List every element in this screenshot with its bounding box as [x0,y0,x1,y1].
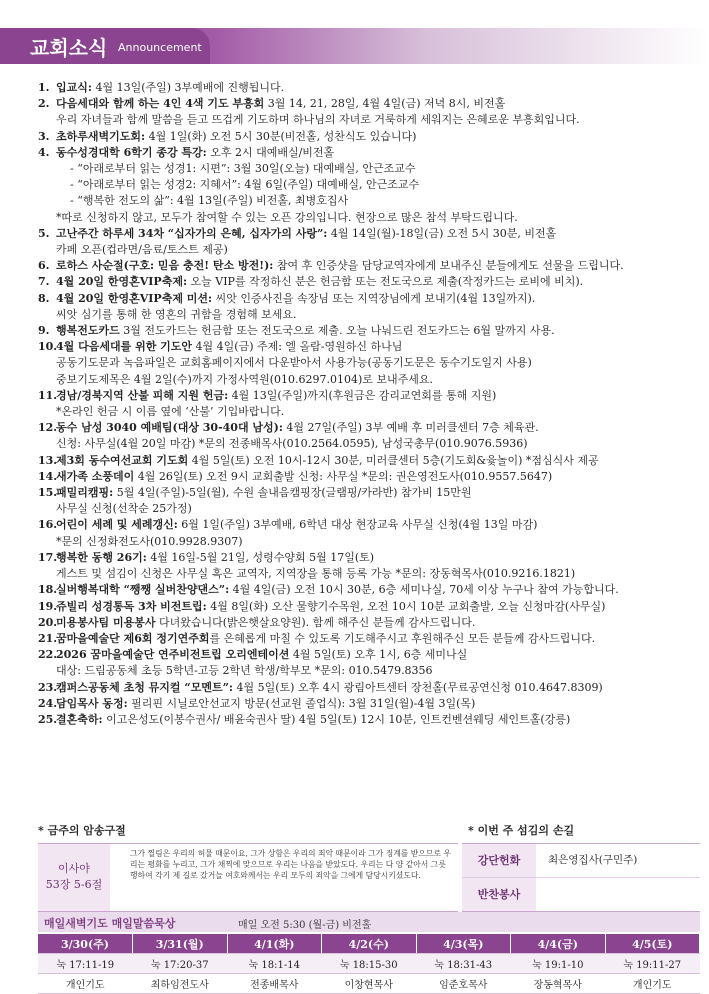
staff-role-sidedish: 반찬봉사 [462,878,536,911]
schedule-day: 3/30(주) [38,934,133,954]
announcement-detail: *문의 신정화전도사(010.9928.9307) [56,534,243,548]
announcement-item [38,96,698,112]
page-subtitle: Announcement [118,41,202,54]
announcement-item [38,631,698,647]
schedule-passage: 눅 18:31-43 [416,954,511,974]
item-title: 어린이 세례 및 세례갱신: [56,518,178,532]
schedule-leaders-row [38,974,700,994]
item-number: 12. [38,421,58,435]
schedule-passage: 눅 19:1-10 [511,954,606,974]
item-number: 15. [38,486,58,500]
hymn-section-label: * 금주의 암송구절 [38,824,126,837]
item-title: 입교식: [56,81,92,94]
schedule-days-row [38,934,700,954]
schedule-leader: 개인기도 [38,974,133,994]
schedule-passages-row [38,954,700,974]
announcement-item [38,582,698,598]
schedule-day: 4/1(화) [227,934,322,954]
schedule-leader: 개인기도 [605,974,700,994]
announcement-item [38,647,698,663]
item-number: 5. [38,226,50,240]
item-text: 4월 27일(주일) 3부 예배 후 미러클센터 7층 체육관. [282,421,539,435]
announcement-item [38,712,698,728]
announcement-item [38,291,698,307]
schedule-day: 4/5(토) [605,934,700,954]
page-title: 교회소식 [30,36,108,60]
announcement-detail: 게스트 및 섬김이 신청은 사무실 혹은 교역자, 지역장을 통해 등록 가능 *문의: 장동혁목사(010.9216.1821) [56,567,576,581]
item-title: 경남/경북지역 산불 피해 지원 헌금: [56,388,229,402]
item-title: 행복전도카드 [56,324,120,338]
item-number: 9. [38,324,50,338]
announcement-item [38,420,698,436]
item-number: 17. [38,550,58,564]
item-number: 14. [38,469,58,483]
announcement-item [38,258,698,274]
schedule-passage: 눅 17:20-37 [133,954,228,974]
announcement-item [38,129,698,145]
announcement-detail: *따로 신청하지 않고, 모두가 참여할 수 있는 오픈 강의입니다. 현장으로 많은 참석 부탁드립니다. [56,210,518,224]
item-text: 오후 2시 대예배실/비전홀 [206,145,335,159]
schedule-day: 3/31(월) [133,934,228,954]
item-number: 2. [38,97,50,111]
announcement-detail: 씨앗 심기를 통해 한 영혼의 귀함을 경험해 보세요. [56,307,297,321]
item-number: 22. [38,648,58,662]
daily-prayer-title: 매일새벽기도 매일말씀묵상 [44,917,176,930]
announcement-item [38,599,698,615]
announcement-detail: 중보기도제목은 4월 2일(수)까지 가정사역원(010.6297.0104)로 보내주세요. [56,372,434,386]
item-text: 4월 13일(주일)까지(후원금은 감리교연회를 통해 지원) [228,388,497,402]
schedule-day: 4/4(금) [511,934,606,954]
staff-name-altar: 최은영집사(구민주) [548,854,638,866]
item-title: 4월 20일 한영혼VIP축제 미션: [56,291,213,305]
announcement-item [38,469,698,485]
staff-role-altar: 강단헌화 [462,844,536,877]
announcement-detail: 신청: 사무실(4월 20일 마감) *문의 전종배목사(010.2564.0595), 남성국총무(010.9076.5936) [56,437,528,451]
item-title: 로하스 사순절(구호: 믿음 충전! 탄소 방전!): [56,259,274,273]
item-title: 새가족 소풍데이 [56,469,135,483]
announcement-item [38,517,698,533]
announcement-item [38,696,698,712]
item-title: 제3회 동수여선교회 기도회 [56,453,189,467]
item-number: 11. [38,388,58,402]
item-title: 초하루새벽기도회: [56,129,146,143]
serving-hands-box [462,843,700,912]
verse-text: 그가 찔림은 우리의 허물 때문이요, 그가 상함은 우리의 죄악 때문이라 그가 징계를 받으므로 우리는 평화를 누리고, 그가 채찍에 맞으므로 우리는 나음을 받았도다. 우리는 다 양 같아서 그릇 행하여 각기 제 길로 갔거늘 여호와께서는 우리 모두의 죄악을 그에게 담당시키셨도다. [130,849,451,880]
item-text: 참여 후 인증샷을 담당교역자에게 보내주신 분들에게도 선물을 드립니다. [273,259,624,273]
item-title: 패밀리캠핑: [56,486,114,500]
memory-verse-box [38,843,458,912]
item-text: 오늘 VIP를 작정하신 분은 헌금함 또는 전도국으로 제출(작정카드는 로비에 비치). [187,275,584,289]
staff-section-label: * 이번 주 섬김의 손길 [468,824,575,837]
item-title: 동수성경대학 6학기 종강 특강: [56,145,207,159]
announcement-item [38,226,698,242]
item-title: 결혼축하: [56,712,103,726]
item-text: 씨앗 인증사진을 속장님 또는 지역장님에게 보내기(4월 13일까지). [212,291,536,305]
item-title: 행복한 동행 26기: [56,550,147,564]
item-title: 쥬빌리 성경통독 3차 비전트립: [56,599,207,613]
verse-book: 이사야 [58,862,90,875]
item-text: 이고은성도(이봉수권사/ 배윤숙권사 딸) 4월 5일(토) 12시 10분, 인트컨벤션웨딩 세인트홀(강릉) [102,712,571,726]
announcement-item [38,680,698,696]
schedule-leader: 임준호목사 [416,974,511,994]
announcement-detail: - “아래로부터 읽는 성경2: 지혜서”: 4월 6일(주일) 대예배실, 안근조교수 [70,178,420,192]
schedule-leader: 장동혁목사 [511,974,606,994]
announcement-item [38,388,698,404]
item-text: 3월 14, 21, 28일, 4월 4일(금) 저녁 8시, 비전홀 [264,97,506,111]
item-number: 8. [38,291,50,305]
item-text: 6월 1일(주일) 3부예배, 6학년 대상 현장교육 사무실 신청(4월 13일 마감) [177,518,538,532]
item-number: 1. [38,81,50,94]
item-number: 13. [38,453,58,467]
item-text: 4월 5일(토) 오전 10시-12시 30분, 미러클센터 5층(기도회&윷놀이) *점심식사 제공 [188,453,599,467]
item-number: 3. [38,129,50,143]
announcement-detail: 우리 자녀들과 함께 말씀을 듣고 뜨겁게 기도하며 하나님의 자녀로 거룩하게 세워지는 은혜로운 부흥회입니다. [56,113,580,127]
announcement-detail: 공동기도문과 녹음파일은 교회홈페이지에서 다운받아서 사용가능(공동기도문은 동수기도일지 사용) [56,356,532,370]
item-text: 다녀왔습니다(밝은햇살요양원). 함께 해주신 분들께 감사드립니다. [155,615,476,629]
item-text: 필리핀 시닐로안선교지 방문(선교원 졸업식): 3월 31일(월)-4월 3일(목) [127,696,476,710]
item-title: 동수 남성 3040 예배팀(대상 30-40대 남성): [56,421,283,435]
announcement-item [38,274,698,290]
item-text: 4월 16일-5월 21일, 성령수양회 5월 17일(토) [146,550,375,564]
item-number: 23. [38,680,58,694]
schedule-leader: 최하임전도사 [133,974,228,994]
schedule-passage: 눅 18:1-14 [227,954,322,974]
item-number: 18. [38,583,58,597]
announcement-list [38,80,698,728]
schedule-day: 4/2(수) [322,934,417,954]
item-title: 꿈마을예술단 제6회 정기연주회 [56,631,210,645]
item-title: 실버행복대학 “쨍쨍 실버찬양댄스”: [56,583,230,597]
item-text: 4월 5일(토) 오후 4시 광림아트센터 장천홀(무료공연신청 010.4647.8309) [232,680,603,694]
item-title: 고난주간 하루세 34차 “십자가의 은혜, 십자가의 사랑”: [56,226,328,240]
daily-prayer-time: 매일 오전 5:30 (월-금) 비전홀 [238,920,372,931]
item-number: 25. [38,712,58,726]
verse-chapter: 53장 5-6절 [45,878,103,891]
item-text: 4월 13일(주일) 3부예배에 진행됩니다. [91,81,285,94]
item-title: 미용봉사팀 미용봉사 [56,615,156,629]
announcement-detail: 카페 오픈(컵라면/음료/토스트 제공) [56,243,228,257]
item-number: 4. [38,145,50,159]
announcement-detail: 대상: 드림공동체 초등 5학년-고등 2학년 학생/학부모 *문의: 010.5479.8356 [56,664,433,678]
announcement-item [38,550,698,566]
item-number: 20. [38,615,58,629]
item-number: 16. [38,518,58,532]
item-title: 담임목사 동정: [56,696,128,710]
item-text: 5월 4일(주일)-5일(월), 수원 솔내음캠핑장(글램핑/카라반) 참가비 15만원 [113,486,472,500]
announcement-detail: 사무실 신청(선착순 25가정) [56,502,192,516]
prayer-schedule-table [38,934,700,994]
announcement-item [38,615,698,631]
item-number: 7. [38,275,50,289]
item-text: 4월 4일(금) 오전 10시 30분, 6층 세미나실, 70세 이상 누구나 참여 가능합니다. [229,583,619,597]
item-number: 19. [38,599,58,613]
daily-prayer-bar [38,912,700,932]
item-text: 4월 14일(월)-18일(금) 오전 5시 30분, 비전홀 [327,226,557,240]
schedule-passage: 눅 19:11-27 [605,954,700,974]
announcement-header [0,28,709,64]
item-text: 4월 26일(토) 오전 9시 교회출발 신청: 사무실 *문의: 권은영전도사(010.9557.5647) [134,469,553,483]
schedule-passage: 눅 17:11-19 [38,954,133,974]
announcement-item [38,323,698,339]
item-number: 24. [38,696,58,710]
item-text: 를 은혜롭게 마칠 수 있도록 기도해주시고 후원해주신 모든 분들께 감사드립니다. [209,631,596,645]
schedule-leader: 이창현목사 [322,974,417,994]
item-number: 21. [38,631,58,645]
item-title: 4월 20일 한영혼VIP축제: [56,275,188,289]
schedule-leader: 전종배목사 [227,974,322,994]
item-title: 캠퍼스공동체 초청 뮤지컬 “모멘트”: [56,680,233,694]
verse-reference [38,844,110,911]
item-text: 4월 4일(금) 주제: 엘 올람-영원하신 하나님 [192,340,403,354]
announcement-item [38,485,698,501]
item-number: 10. [38,340,58,354]
announcement-detail: - “행복한 전도의 삶”: 4월 13일(주일) 비전홀, 최병호집사 [70,194,349,208]
item-text: 4월 8일(화) 오산 물향기수목원, 오전 10시 10분 교회출발, 오늘 신청마감(사무실) [206,599,606,613]
announcement-item [38,145,698,161]
item-number: 6. [38,259,50,273]
announcement-detail: *온라인 헌금 시 이름 옆에 ‘산불’ 기입바랍니다. [56,405,285,419]
announcement-item [38,80,698,96]
item-text: 3월 전도카드는 헌금함 또는 전도국으로 제출. 오늘 나눠드린 전도카드는 6월 말까지 사용. [119,324,555,338]
announcement-item [38,339,698,355]
item-title: 4월 다음세대를 위한 기도안 [56,340,193,354]
schedule-passage: 눅 18:15-30 [322,954,417,974]
announcement-detail: - “아래로부터 읽는 성경1: 시편”: 3월 30일(오늘) 대예배실, 안근조교수 [70,162,416,176]
schedule-day: 4/3(목) [416,934,511,954]
item-text: 4월 5일(토) 오후 1시, 6층 세미나실 [289,648,468,662]
announcement-item [38,453,698,469]
item-title: 다음세대와 함께 하는 4인 4색 기도 부흥회 [56,97,265,111]
item-title: 2026 꿈마을예술단 연주비전트립 오리엔테이션 [56,648,290,662]
item-text: 4월 1일(화) 오전 5시 30분(비전홀, 성찬식도 있습니다) [145,129,417,143]
